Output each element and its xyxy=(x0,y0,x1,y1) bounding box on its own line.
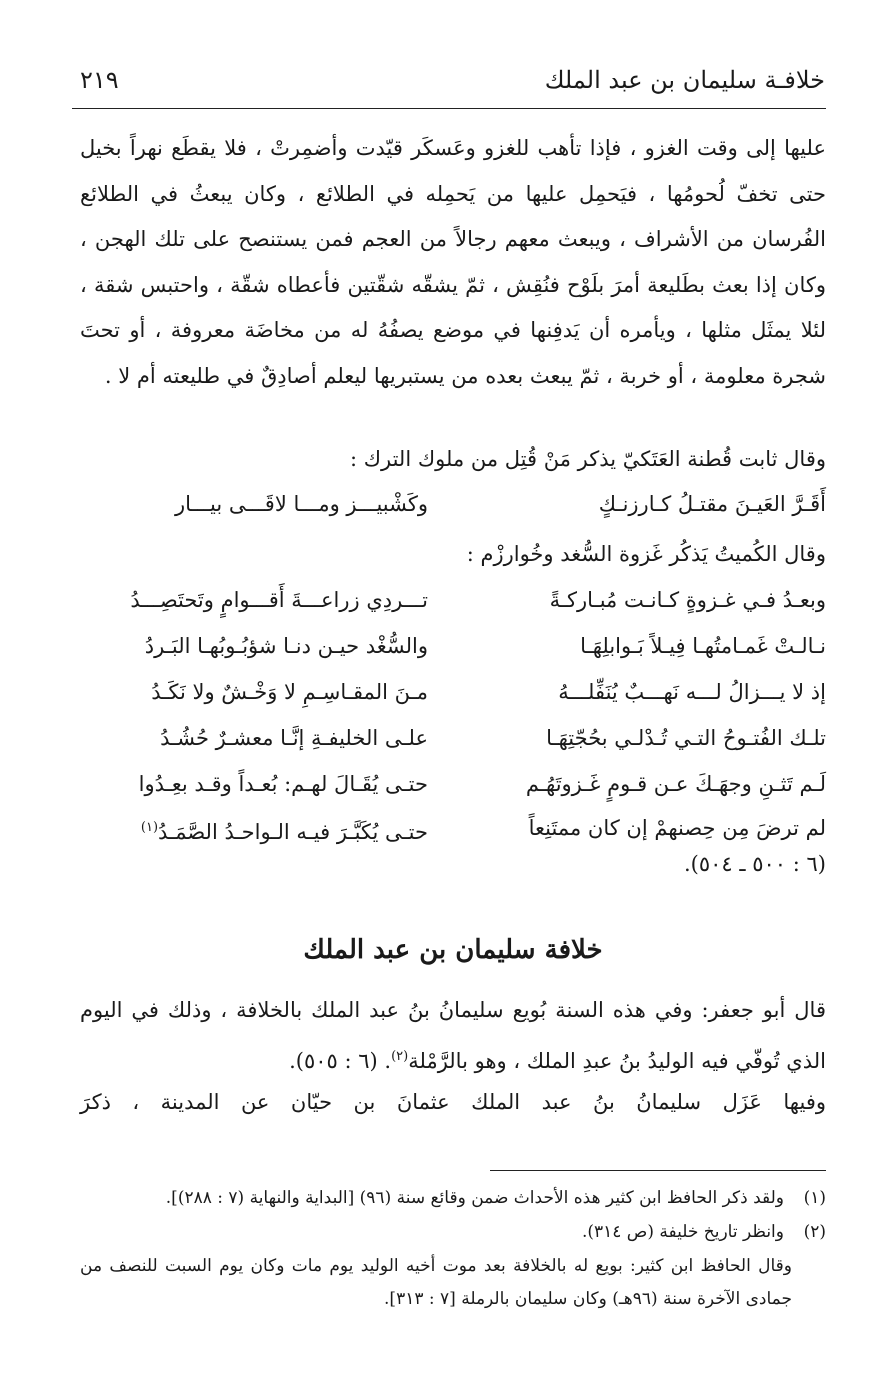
body-paragraph: عليها إلى وقت الغزو ، فإذا تأهب للغزو وعَسكَر قيّدت وأضمِرتْ ، فلا يقطَع نهراً بخيل حتى تخفّ لُحومُها ، فيَحمِل عليها من يَحمِله في الطلائع ، وكان يبعثُ في الطلائع الفُرسان من الأشراف ، ويبعث معهم رجالاً من العجم فمن يستنصح على تلك الهجن ، وكان إذا بعث بطَليعة أمرَ بلَوْح فنُقِش ، ثمّ يشقّه شقّتين فأعطاه شقّة ، واحتبس شقة ، لئلا يمثَل مثلها ، ويأمره أن يَدفِنها في موضع يصفُهُ له من مخاضَة معروفة ، أو تحتَ شجرة معلومة ، أو خربة ، ثمّ يبعث بعده من يستبريها ليعلم أصادِقٌ في طليعته أم لا . xyxy=(80,136,826,388)
footnote-reference[interactable]: (١) xyxy=(140,820,159,835)
poem-line xyxy=(80,578,826,622)
footnote-text: ولقد ذكر الحافظ ابن كثير هذه الأحداث ضمن وقائع سنة (٩٦) [البداية والنهاية (٧ : ٢٨٨)]. xyxy=(165,1188,784,1208)
source-citation: (٦ : ٥٠٠ ـ ٥٠٤). xyxy=(684,852,826,876)
poem-first-hemistich: لم ترضَ مِن حِصنهمْ إن كان ممتَنِعاً xyxy=(528,816,826,840)
footnote-text: وانظر تاريخ خليفة (ص ٣١٤). xyxy=(581,1222,784,1242)
poem-line xyxy=(80,670,826,714)
running-title: خلافـة سليمان بن عبد الملك xyxy=(544,66,825,94)
poem-second-hemistich: علـى الخليفـةِ إنَّـا معشـرٌ حُشُـدُ xyxy=(160,726,428,750)
poem-first-hemistich: نـالـتْ غَمـامتُهـا فِيـلاً بَـوابلِهَـا xyxy=(580,634,826,658)
body-paragraph xyxy=(80,988,826,1084)
poem-first-hemistich: إذ لا يـــزالُ لـــه نَهـــبٌ يُنَفِّلـــهُ xyxy=(558,680,826,704)
verse-introduction: وقال ثابت قُطنة العَتَكيّ يذكر مَنْ قُتِل من ملوك الترك : xyxy=(349,447,826,471)
poem-first-hemistich: لَـم تَثـنِ وجهَـكَ عـن قـومٍ غَـزوتَهُـم xyxy=(525,772,826,796)
footnote-reference[interactable]: (٢) xyxy=(391,1048,409,1064)
verse-first-hemistich: أَقَـرَّ العَيـنَ مقتـلُ كـارزنـكٍ xyxy=(598,492,826,516)
footnote xyxy=(80,1216,826,1249)
poem-second-hemistich: والسُّغْد حيـن دنـا شؤبُـوبُهـا البَـردُ xyxy=(144,634,428,658)
paragraph-text: قال أبو جعفر: وفي هذه السنة بُويع سليمانُ بنُ عبد الملك بالخلافة ، وذلك في اليوم الذي تُوفّي فيه الوليدُ بنُ عبدِ الملك ، وهو بالرَّمْلة xyxy=(80,998,826,1073)
poem-second-hemistich: حتـى يُقَـالَ لهـم: بُعـداً وقـد بعِـدُوا xyxy=(138,772,428,796)
poem-first-hemistich: تلـك الفُتـوحُ التـي تُـدْلـي بحُجّتِهَـا xyxy=(546,726,826,750)
footnote-number: (١) xyxy=(803,1188,826,1208)
poem-first-hemistich: وبعـدُ فـي غـزوةٍ كـانـت مُبـاركـةً xyxy=(549,588,826,612)
poem-second-hemistich: تـــردِي زراعـــةَ أَقـــوامٍ وتَحتَصِـــدُ xyxy=(130,588,428,612)
poem-hemistich-text: حتـى يُكَبَّـرَ فيـه الـواحـدُ الصَّمَـدُ xyxy=(158,820,428,844)
footnote xyxy=(80,1182,826,1215)
footnote-continuation: وقال الحافظ ابن كثير: بويع له بالخلافة بعد موت أخيه الوليد يوم مات وكان يوم السبت للنصف من جمادى الآخرة سنة (٩٦هـ) وكان سليمان بالرملة [٧ : ٣١٣]. xyxy=(80,1256,792,1309)
poem-line xyxy=(80,762,826,806)
poem-second-hemistich: مـنَ المقـاسِـمِ لا وَخْـشٌ ولا نَكَـدُ xyxy=(151,680,428,704)
section-heading: خلافة سليمان بن عبد الملك xyxy=(303,935,603,965)
header-divider xyxy=(72,108,826,109)
page-number: ٢١٩ xyxy=(80,66,119,94)
footnote-divider xyxy=(490,1170,826,1171)
poem-introduction: وقال الكُميتُ يَذكُر غَزوة السُّغد وخُوارزْم : xyxy=(466,542,826,566)
poem-line xyxy=(80,716,826,760)
body-paragraph: وفيها عَزَل سليمانُ بنُ عبد الملك عثمانَ بن حيّان عن المدينة ، ذكرَ xyxy=(80,1090,826,1114)
footnote-number: (٢) xyxy=(803,1222,826,1242)
verse-line xyxy=(80,482,826,526)
source-citation: . (٦ : ٥٠٥). xyxy=(289,1048,392,1073)
verse-second-hemistich: وكَشْبيـــز ومـــا لاقَـــى بيـــار xyxy=(174,492,428,516)
poem-line xyxy=(80,624,826,668)
